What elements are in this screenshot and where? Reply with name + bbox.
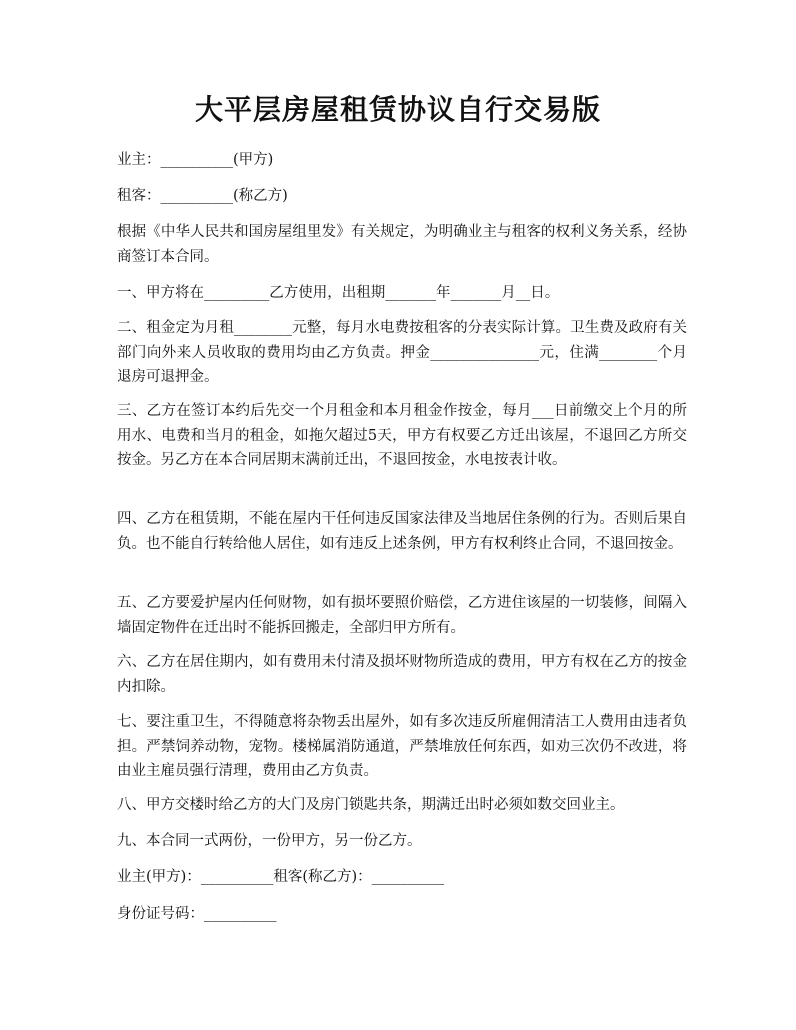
clause-9: 九、本合同一式两份，一份甲方，另一份乙方。 bbox=[117, 833, 422, 849]
clause-2: 二、租金定为月租________元整，每月水电费按租客的分表实际计算。卫生费及政府有关部门向外来人员收取的费用均由乙方负责。押金_______________元，住满________个月退房可退押金。 bbox=[117, 320, 687, 385]
clause-4: 四、乙方在租赁期，不能在屋内干任何违反国家法律及当地居住条例的行为。否则后果自负。也不能自行转给他人居住，如有违反上述条例，甲方有权利终止合同，不退回按金。 bbox=[117, 511, 687, 552]
tenant-line: 租客：__________(称乙方) bbox=[117, 188, 288, 204]
clause-6: 六、乙方在居住期内，如有费用未付清及损坏财物所造成的费用，甲方有权在乙方的按金内扣除。 bbox=[117, 654, 687, 695]
document-title: 大平层房屋租赁协议自行交易版 bbox=[194, 93, 601, 126]
signature-line: 业主(甲方)：__________租客(称乙方)：__________ bbox=[117, 869, 445, 885]
clause-7: 七、要注重卫生，不得随意将杂物丢出屋外，如有多次违反所雇佣清洁工人费用由违者负担。严禁饲养动物，宠物。楼梯属消防通道，严禁堆放任何东西，如劝三次仍不改进，将由业主雇员强行清理，费用由乙方负责。 bbox=[117, 714, 687, 779]
clause-1: 一、甲方将在_________乙方使用，出租期_______年_______月__日。 bbox=[117, 285, 560, 301]
clause-3: 三、乙方在签订本约后先交一个月租金和本月租金作按金，每月___日前缴交上个月的所用水、电费和当月的租金，如拖欠超过5天，甲方有权要乙方迁出该屋，不退回乙方所交按金。另乙方在本合同居期末满前迁出，不退回按金，水电按表计收。 bbox=[117, 403, 687, 468]
clause-5: 五、乙方要爱护屋内任何财物，如有损坏要照价赔偿，乙方进住该屋的一切装修，间隔入墙固定物件在迁出时不能拆回搬走，全部归甲方所有。 bbox=[117, 595, 687, 636]
preamble-paragraph: 根据《中华人民共和国房屋组里发》有关规定，为明确业主与租客的权利义务关系，经协商签订本合同。 bbox=[117, 224, 687, 265]
landlord-line: 业主：__________(甲方) bbox=[117, 152, 274, 168]
clause-8: 八、甲方交楼时给乙方的大门及房门锁匙共条，期满迁出时必须如数交回业主。 bbox=[117, 797, 625, 813]
id-number-line: 身份证号码：__________ bbox=[117, 906, 277, 922]
